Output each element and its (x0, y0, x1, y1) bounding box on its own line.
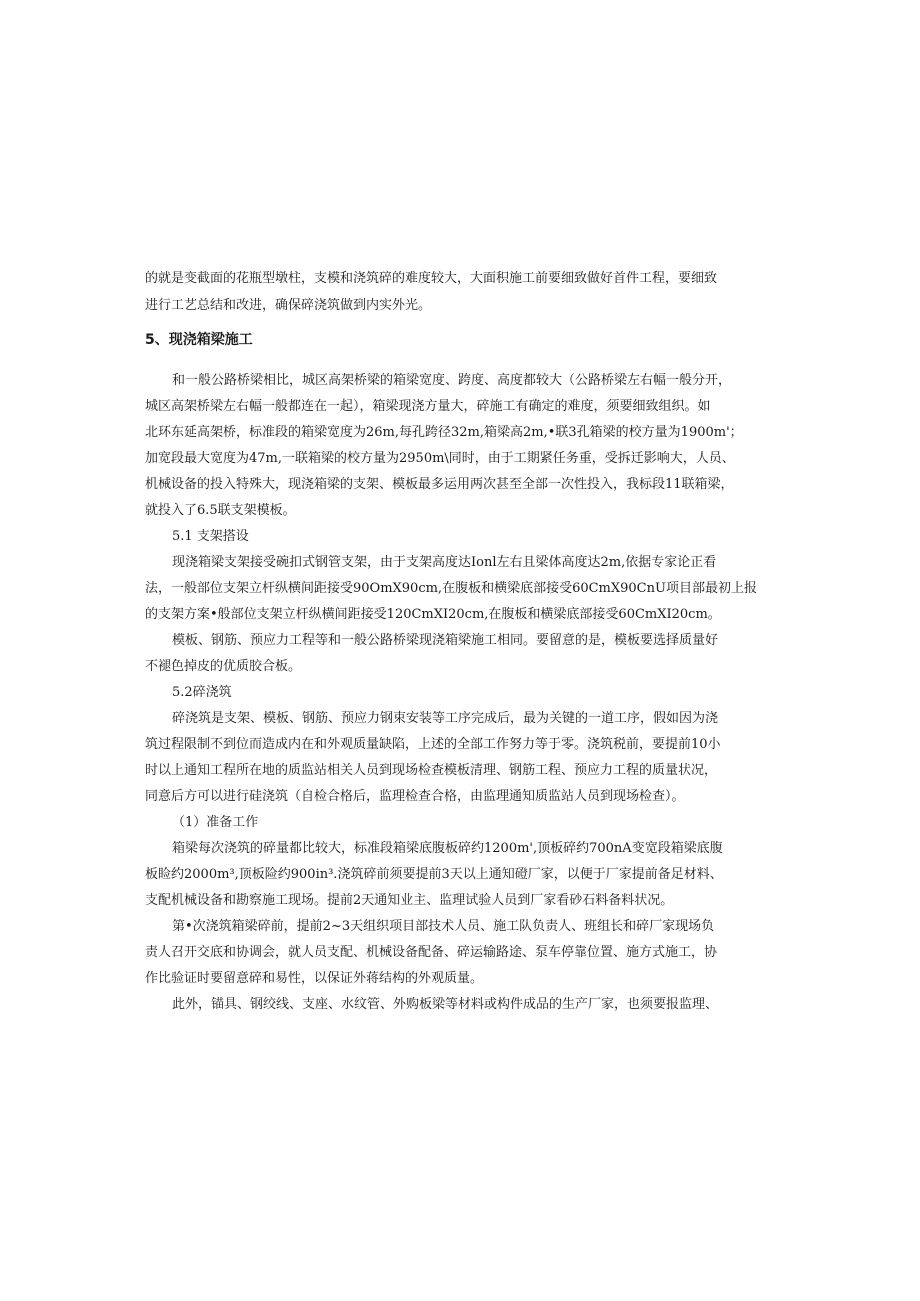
paragraph-line: 和一般公路桥梁相比，城区高架桥梁的箱梁宽度、跨度、高度都较大（公路桥梁左右幅一般分开， (172, 373, 732, 388)
subsection-heading: 5.1 支架搭设 (172, 529, 249, 544)
paragraph-line: 现浇箱梁支架接受碗扣式钢管支架，由于支架高度达Ionl左右且梁体高度达2m,依据专家论正看 (172, 555, 717, 570)
paragraph-line: 筑过程限制不到位而造成内在和外观质量缺陷，上述的全部工作努力等于零。浇筑税前，要提前10小 (145, 737, 721, 752)
paragraph-line: 同意后方可以进行硅浇筑（自检合格后，监理检查合格，由监理通知质监站人员到现场检查）。 (145, 789, 685, 804)
subsection-heading: 5.2碎浇筑 (172, 685, 232, 700)
paragraph-line: 责人召开交底和协调会，就人员支配、机械设备配备、碎运输路途、泵车停靠位置、施方式施工，协 (145, 945, 718, 960)
paragraph-line: 作比验证时要留意碎和易性，以保证外蒋结构的外观质量。 (145, 971, 484, 986)
paragraph-line: 法，一般部位支架立杆纵横间距接受90OmX90cm,在腹板和横梁底部接受60CmX90CnU项目部最初上报 (145, 581, 757, 596)
paragraph-line: 机械设备的投入特殊大，现浇箱梁的支架、模板最多运用两次甚至全部一次性投入，我标段11联箱梁， (145, 477, 734, 492)
paragraph-line: 模板、钢筋、预应力工程等和一般公路桥梁现浇箱梁施工相同。要留意的是，模板要选择质量好 (172, 633, 719, 648)
section-heading: 5、现浇箱梁施工 (145, 332, 253, 348)
paragraph-line: 此外，锚具、钢绞线、支座、水纹管、外购板梁等材料或构件成品的生产厂家，也须要报监理、 (172, 997, 719, 1012)
paragraph-line: 进行工艺总结和改进，确保碎浇筑做到内实外光。 (145, 298, 432, 313)
paragraph-line: 时以上通知工程所在地的质监站相关人员到现场检查模板清理、钢筋工程、预应力工程的质量状况， (145, 763, 718, 778)
paragraph-line: 北环东延高架桥，标准段的箱梁宽度为26m,每孔跨径32m,箱梁高2m,•联3孔箱梁的校方量为1900m'； (145, 425, 743, 440)
paragraph-line: 就投入了6.5联支架模板。 (145, 503, 296, 518)
item-heading: （1）准备工作 (172, 815, 259, 830)
paragraph-line: 第•次浇筑箱梁碎前，提前2~3天组织项目部技术人员、施工队负责人、班组长和碎厂家现场负 (172, 919, 715, 934)
paragraph-line: 碎浇筑是支架、模板、钢筋、预应力钢束安装等工序完成后，最为关键的一道工序，假如因为浇 (172, 711, 719, 726)
paragraph-line: 的就是变截面的花瓶型墩柱，支模和浇筑碎的难度较大，大面积施工前要细致做好首件工程，要细致 (145, 271, 718, 286)
paragraph-line: 的支架方案•般部位支架立杆纵横间距接受120CmXI20cm,在腹板和横梁底部接受60CmXI20cm。 (145, 607, 721, 622)
paragraph-line: 箱梁每次浇筑的碎量都比较大，标准段箱梁底腹板碎约1200m',顶板碎约700nA变宽段箱梁底腹 (172, 841, 723, 856)
paragraph-line: 板睑约2000m³,顶板险约900in³.浇筑碎前须要提前3天以上通知磴厂家，以便于厂家提前备足材料、 (145, 867, 723, 882)
paragraph-line: 支配机械设备和勘察施工现场。提前2天通知业主、监理试验人员到厂家看砂石料备料状况。 (145, 893, 674, 908)
paragraph-line: 加宽段最大宽度为47m,一联箱梁的校方量为2950m\同时，由于工期紧任务重，受拆迁影响大，人员、 (145, 451, 735, 466)
paragraph-line: 城区高架桥梁左右幅一般都连在一起），箱梁现浇方量大，碎施工有确定的难度，须要细致组织。如 (145, 399, 711, 414)
paragraph-line: 不褪色掉皮的优质胶合板。 (145, 659, 302, 674)
